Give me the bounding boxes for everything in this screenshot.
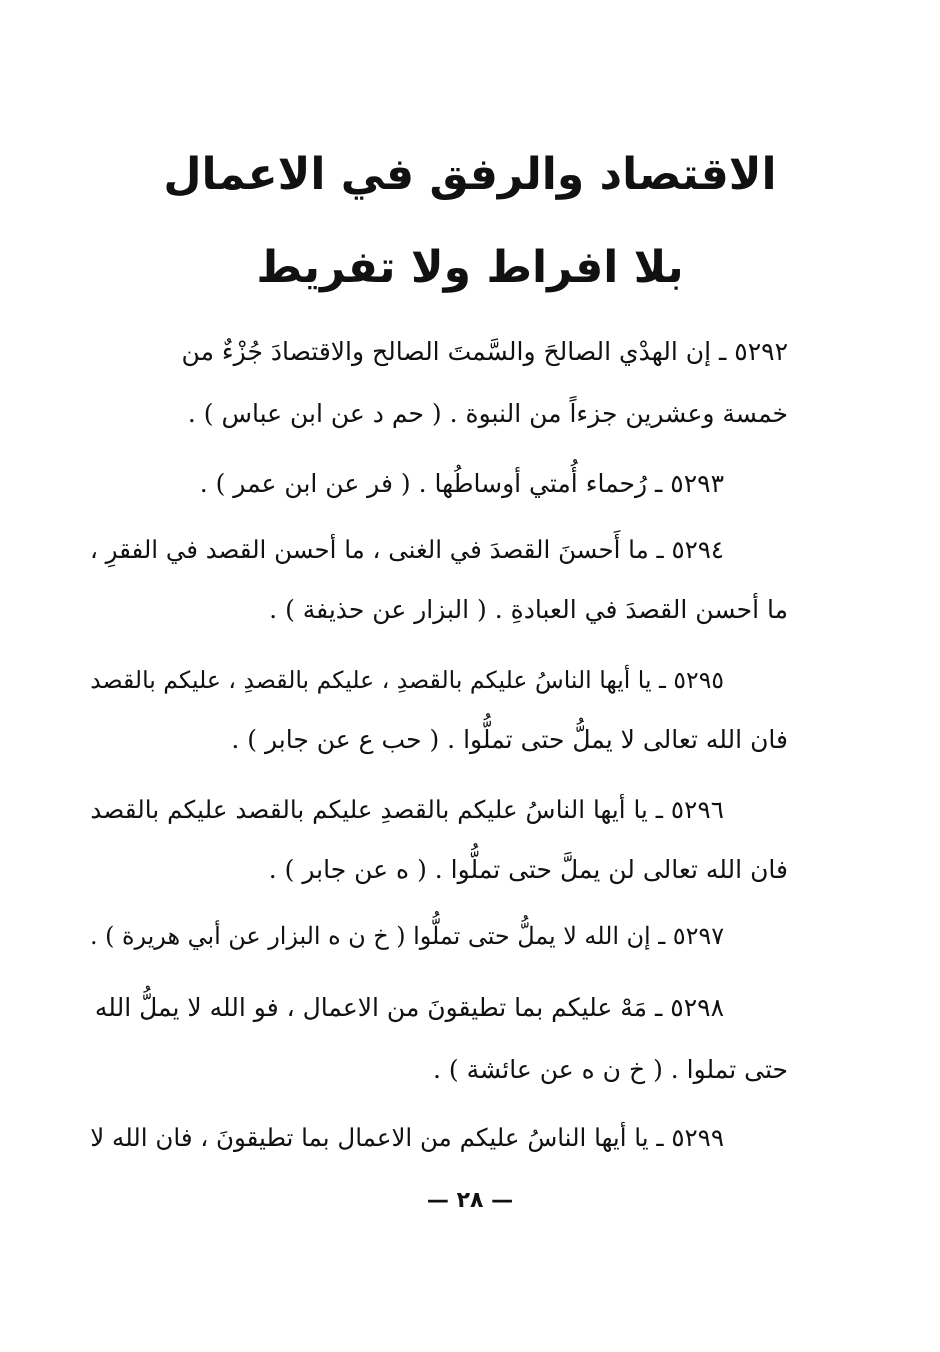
hadith-5292-line-2: خمسة وعشرين جزءاً من النبوة . ( حم د عن ابن عباس ) .	[187, 399, 788, 428]
hadith-5294-line-2: ما أحسن القصدَ في العبادةِ . ( البزار عن حذيفة ) .	[269, 595, 788, 624]
hadith-5298-line-2: حتى تملوا . ( خ ن ه عن عائشة ) .	[433, 1055, 788, 1084]
sub-title: بلا افراط ولا تفريط	[256, 242, 684, 293]
hadith-5295-line-1: ٥٢٩٥ ـ يا أيها الناسُ عليكم بالقصدِ ، عليكم بالقصدِ ، عليكم بالقصد	[90, 666, 724, 694]
hadith-5296-line-1: ٥٢٩٦ ـ يا أيها الناسُ عليكم بالقصدِ عليكم بالقصد عليكم بالقصد	[90, 795, 724, 824]
hadith-5293-line-1: ٥٢٩٣ ـ رُحماء أُمتي أوساطُها . ( فر عن ابن عمر ) .	[199, 469, 724, 498]
hadith-5296-line-2: فان الله تعالى لن يملَّ حتى تملُّوا . ( ه عن جابر ) .	[268, 855, 788, 884]
hadith-5294-line-1: ٥٢٩٤ ـ ما أَحسنَ القصدَ في الغنى ، ما أحسن القصد في الفقرِ ،	[89, 535, 724, 564]
hadith-5295-line-2: فان الله تعالى لا يملُّ حتى تملُّوا . ( حب ع عن جابر ) .	[231, 725, 788, 754]
main-title: الاقتصاد والرفق في الاعمال	[163, 149, 777, 200]
hadith-5297-line-1: ٥٢٩٧ ـ إن الله لا يملُّ حتى تملُّوا ( خ ن ه البزار عن أبي هريرة ) .	[90, 922, 724, 950]
hadith-5299-line-1: ٥٢٩٩ ـ يا أيها الناسُ عليكم من الاعمال بما تطيقونَ ، فان الله لا	[90, 1123, 724, 1152]
hadith-5298-line-1: ٥٢٩٨ ـ مَهْ عليكم بما تطيقونَ من الاعمال ، فو الله لا يملُّ الله	[94, 993, 724, 1022]
page-number: — ٢٨ —	[426, 1188, 514, 1213]
hadith-5292-line-1: ٥٢٩٢ ـ إن الهدْي الصالحَ والسَّمتَ الصالح والاقتصادَ جُزْءٌ من	[181, 337, 788, 366]
